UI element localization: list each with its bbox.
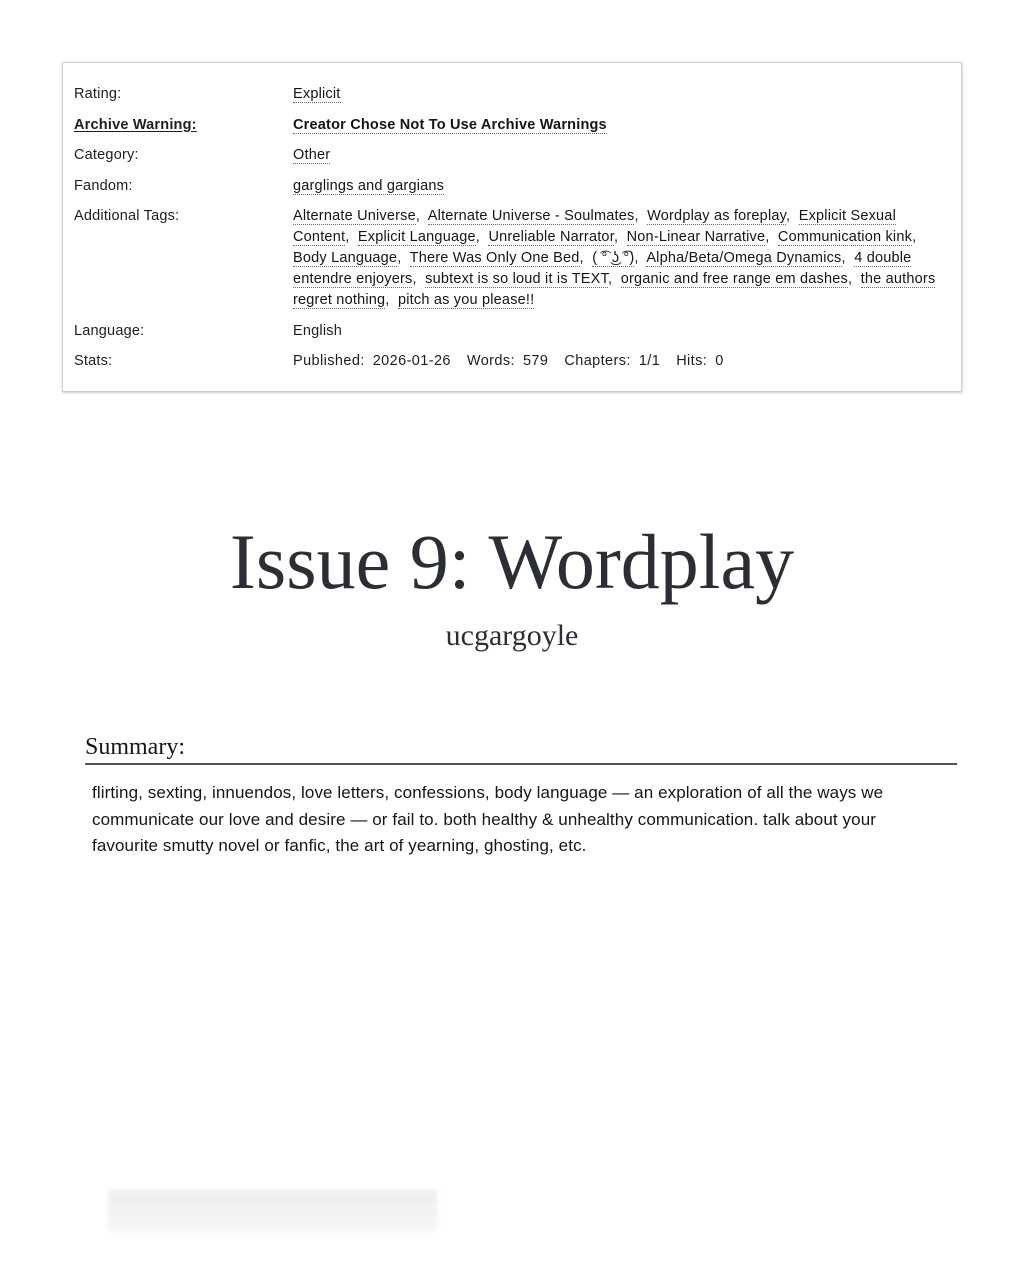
tag-link[interactable]: Alternate Universe	[293, 208, 416, 224]
faded-text-smudge	[108, 1190, 437, 1232]
tag-separator: ,	[847, 271, 861, 287]
tag-link[interactable]: subtext is so loud it is TEXT	[425, 271, 609, 287]
tag-separator: ,	[412, 271, 426, 287]
tag-link[interactable]: There Was Only One Bed	[409, 250, 580, 266]
category-value	[293, 145, 949, 166]
tag-link[interactable]: Non-Linear Narrative	[626, 229, 766, 245]
tag-separator: ,	[608, 271, 621, 287]
meta-row-additional-tags	[74, 206, 949, 311]
meta-row-fandom	[74, 176, 949, 197]
meta-row-archive-warning	[74, 115, 949, 136]
work-author: ucgargoyle	[445, 619, 579, 652]
tag-separator: ,	[912, 229, 925, 245]
tag-separator: ,	[765, 229, 778, 245]
tag-link[interactable]: Unreliable Narrator	[488, 229, 614, 245]
tag-link[interactable]: Explicit Sexual Content	[293, 208, 896, 245]
stat-item	[467, 353, 548, 369]
meta-row-category	[74, 145, 949, 166]
tag-link[interactable]: Alpha/Beta/Omega Dynamics	[646, 250, 842, 266]
meta-row-rating	[74, 84, 949, 105]
language-label: Language:	[74, 322, 145, 339]
category-label: Category:	[74, 147, 139, 163]
category-link[interactable]: Other	[293, 147, 331, 163]
tag-link[interactable]: ( ͡° ͜ʖ ͡°)	[592, 250, 635, 266]
summary-module	[85, 734, 957, 860]
stat-item	[293, 353, 451, 369]
stat-value: 1/1	[638, 353, 661, 369]
meta-row-language	[74, 321, 949, 342]
stat-item	[564, 353, 660, 369]
tag-link[interactable]: Alternate Universe - Soulmates	[427, 208, 635, 224]
tag-separator: ,	[634, 250, 647, 266]
tag-separator: ,	[613, 229, 627, 245]
fandom-link[interactable]: garglings and gargians	[293, 177, 445, 194]
stats-list	[293, 353, 740, 369]
stat-value: 579	[522, 353, 549, 369]
archive-warning-value	[293, 115, 949, 136]
language-value: English	[293, 322, 342, 339]
stat-item	[676, 353, 723, 369]
stat-label: Words:	[466, 353, 515, 369]
tag-separator: ,	[841, 250, 855, 266]
archive-warning-label: Archive Warning:	[74, 116, 197, 133]
rating-label: Rating:	[74, 86, 122, 102]
stat-label: Chapters:	[564, 353, 631, 369]
rating-value	[293, 84, 949, 105]
tag-link[interactable]: Explicit Language	[357, 229, 476, 245]
title-block	[0, 514, 1024, 654]
stats-label: Stats:	[74, 353, 113, 369]
work-meta-box	[62, 62, 962, 392]
rating-link[interactable]: Explicit	[293, 86, 341, 102]
tag-separator: ,	[345, 229, 358, 245]
fandom-label: Fandom:	[74, 177, 133, 194]
summary-text: flirting, sexting, innuendos, love letters, confessions, body language — an exploration of all the ways we communicate our love and desire — or fail to. both healthy & unhealthy communication. talk about your favourite smutty novel or fanfic, the art of yearning, ghosting, etc.	[92, 783, 884, 855]
tag-link[interactable]: 4 double entendre enjoyers	[293, 250, 912, 287]
tag-link[interactable]: the authors regret nothing	[293, 271, 936, 308]
stat-label: Published:	[293, 353, 365, 369]
meta-row-stats	[74, 351, 949, 372]
tag-link[interactable]: Wordplay as foreplay	[647, 208, 787, 224]
tag-link[interactable]: pitch as you please!!	[397, 292, 535, 308]
stat-value: 0	[715, 353, 724, 369]
fandom-value	[293, 176, 949, 197]
stat-value: 2026-01-26	[372, 353, 451, 369]
tag-separator: ,	[385, 292, 398, 308]
tag-separator: ,	[634, 208, 648, 224]
stat-label: Hits:	[676, 353, 708, 369]
tag-separator: ,	[579, 250, 593, 266]
tag-link[interactable]: Body Language	[293, 250, 398, 266]
tag-link[interactable]: Communication kink	[777, 229, 913, 245]
summary-heading: Summary:	[85, 734, 957, 765]
work-title: Issue 9: Wordplay	[229, 518, 795, 605]
tag-separator: ,	[397, 250, 410, 266]
tag-separator: ,	[786, 208, 799, 224]
additional-tags-list	[293, 208, 935, 309]
tag-separator: ,	[475, 229, 489, 245]
tag-link[interactable]: organic and free range em dashes	[620, 271, 848, 287]
archive-warning-link[interactable]: Creator Chose Not To Use Archive Warnings	[293, 116, 607, 133]
tag-separator: ,	[415, 208, 428, 224]
additional-tags-label: Additional Tags:	[74, 208, 180, 224]
